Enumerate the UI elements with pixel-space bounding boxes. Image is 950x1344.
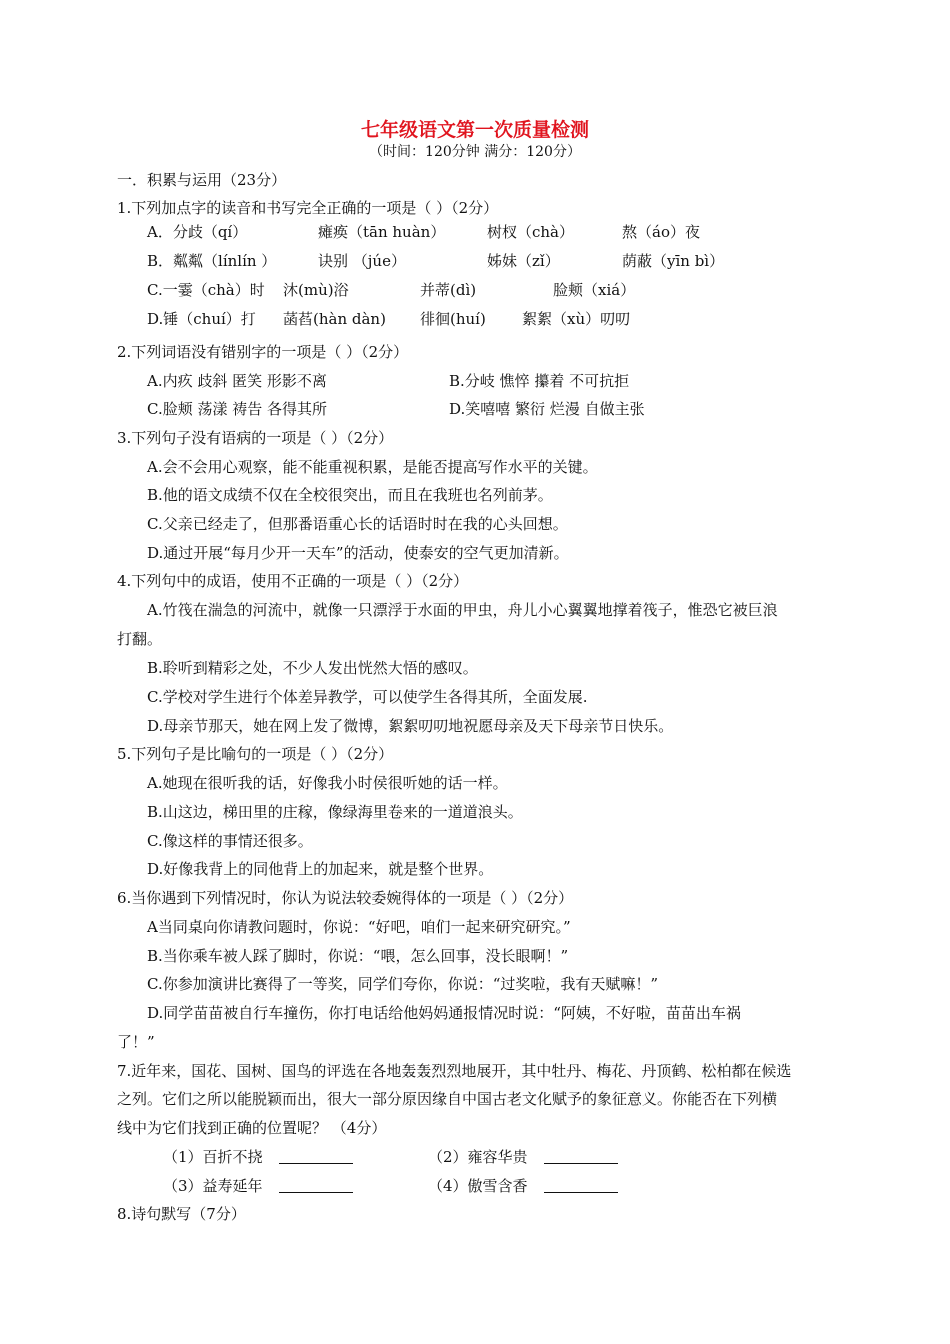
q1-option-d-4: 絮絮（xù）叨叨 [522,310,631,328]
q1-option-c-4: 脸颊（xiá） [553,281,636,299]
q7-item-1-label: （1）百折不挠 [163,1148,263,1166]
q6-option-d-line1: D.同学苗苗被自行车撞伤，你打电话给他妈妈通报情况时说：“阿姨，不好啦，苗苗出车祸 [147,1004,741,1022]
q2-option-b: B.分岐 憔悴 攥着 不可抗拒 [449,372,630,390]
q3-option-a: A.会不会用心观察，能不能重视积累，是能否提高写作水平的关键。 [147,458,598,476]
q4-option-a-line1: A.竹筏在湍急的河流中，就像一只漂浮于水面的甲虫，舟儿小心翼翼地撑着筏子，惟恐它被巨浪 [147,601,778,619]
q1-option-d-1: D.锤（chuí）打 [147,310,256,328]
q1-option-d-3: 徘徊(huí) [420,310,486,328]
q2-option-c: C.脸颊 荡漾 祷告 各得其所 [147,400,328,418]
q1-option-d-2: 菡萏(hàn dàn) [283,310,386,328]
q5-option-d: D.好像我背上的同他背上的加起来，就是整个世界。 [147,860,494,878]
q1-option-a-4: 熬（áo）夜 [622,223,700,241]
q4-option-d: D.母亲节那天，她在网上发了微博，絮絮叨叨地祝愿母亲及天下母亲节日快乐。 [147,717,674,735]
question-5-stem: 5.下列句子是比喻句的一项是（ ）（2分） [117,745,394,763]
question-7-line3: 线中为它们找到正确的位置呢？ （4分） [117,1119,387,1137]
q1-option-b-2: 诀别 （júe） [318,252,406,270]
q1-option-b-4: 荫蔽（yīn bì） [622,252,725,270]
q5-option-c: C.像这样的事情还很多。 [147,832,313,850]
q5-option-a: A.她现在很听我的话，好像我小时侯很听她的话一样。 [147,774,508,792]
q2-option-d: D.笑嘻嘻 繁衍 烂漫 自做主张 [449,400,645,418]
q7-item-3-label: （3）益寿延年 [163,1177,263,1195]
q7-item-4 [428,1176,618,1196]
q4-option-c: C.学校对学生进行个体差异教学，可以使学生各得其所，全面发展. [147,688,588,706]
answer-blank[interactable] [279,1176,353,1193]
q4-option-a-line2: 打翻。 [117,630,163,648]
q7-item-1 [163,1147,353,1167]
question-4-stem: 4.下列句中的成语，使用不正确的一项是（ ）（2分） [117,572,469,590]
q3-option-b: B.他的语文成绩不仅在全校很突出，而且在我班也名列前茅。 [147,486,553,504]
question-6-stem: 6.当你遇到下列情况时，你认为说法较委婉得体的一项是（ ）（2分） [117,889,574,907]
q6-option-a: A当同桌向你请教问题时，你说：“好吧，咱们一起来研究研究。” [147,918,571,936]
q1-option-a-1: A．分歧（qí） [147,223,248,241]
q3-option-c: C.父亲已经走了，但那番语重心长的话语时时在我的心头回想。 [147,515,568,533]
q7-item-2-label: （2）雍容华贵 [428,1148,528,1166]
answer-blank[interactable] [544,1147,618,1164]
q1-option-c-2: 沐(mù)浴 [283,281,349,299]
q5-option-b: B.山这边，梯田里的庄稼，像绿海里卷来的一道道浪头。 [147,803,523,821]
q6-option-b: B.当你乘车被人踩了脚时，你说：“喂，怎么回事，没长眼啊！” [147,947,569,965]
q1-option-c-1: C.一霎（chà）时 [147,281,265,299]
answer-blank[interactable] [279,1147,353,1164]
q4-option-b: B.聆听到精彩之处，不少人发出恍然大悟的感叹。 [147,659,478,677]
q7-item-3 [163,1176,353,1196]
q1-option-b-1: B．粼粼（línlín ） [147,252,277,270]
page-title: 七年级语文第一次质量检测 [360,119,589,141]
q7-item-2 [428,1147,618,1167]
question-1-stem: 1.下列加点字的读音和书写完全正确的一项是（ ）（2分） [117,199,499,217]
q1-option-b-3: 姊妹（zǐ） [487,252,560,270]
q2-option-a: A.内疚 歧斜 匿笑 形影不离 [147,372,327,390]
question-2-stem: 2.下列词语没有错别字的一项是（ ）（2分） [117,343,409,361]
question-8-stem: 8.诗句默写（7分） [117,1205,246,1223]
page-subtitle: （时间：120分钟 满分：120分） [369,144,581,160]
q3-option-d: D.通过开展“每月少开一天车”的活动，使泰安的空气更加清新。 [147,544,569,562]
q1-option-a-3: 树杈（chà） [487,223,575,241]
question-7-line1: 7.近年来，国花、国树、国鸟的评选在各地轰轰烈烈地展开，其中牡丹、梅花、丹顶鹤、松柏都在候选 [117,1062,792,1080]
q1-option-a-2: 瘫痪（tān huàn） [318,223,446,241]
q1-option-c-3: 并蒂(dì) [420,281,477,299]
question-3-stem: 3.下列句子没有语病的一项是（ ）（2分） [117,429,394,447]
q7-item-4-label: （4）傲雪含香 [428,1177,528,1195]
q6-option-c: C.你参加演讲比赛得了一等奖，同学们夸你，你说：“过奖啦，我有天赋嘛！” [147,975,659,993]
q6-option-d-line2: 了！” [117,1033,155,1051]
answer-blank[interactable] [544,1176,618,1193]
section-heading: 一．积累与运用（23分） [117,171,287,189]
question-7-line2: 之列。它们之所以能脱颖而出，很大一部分原因缘自中国古老文化赋予的象征意义。你能否在下列横 [117,1090,778,1108]
